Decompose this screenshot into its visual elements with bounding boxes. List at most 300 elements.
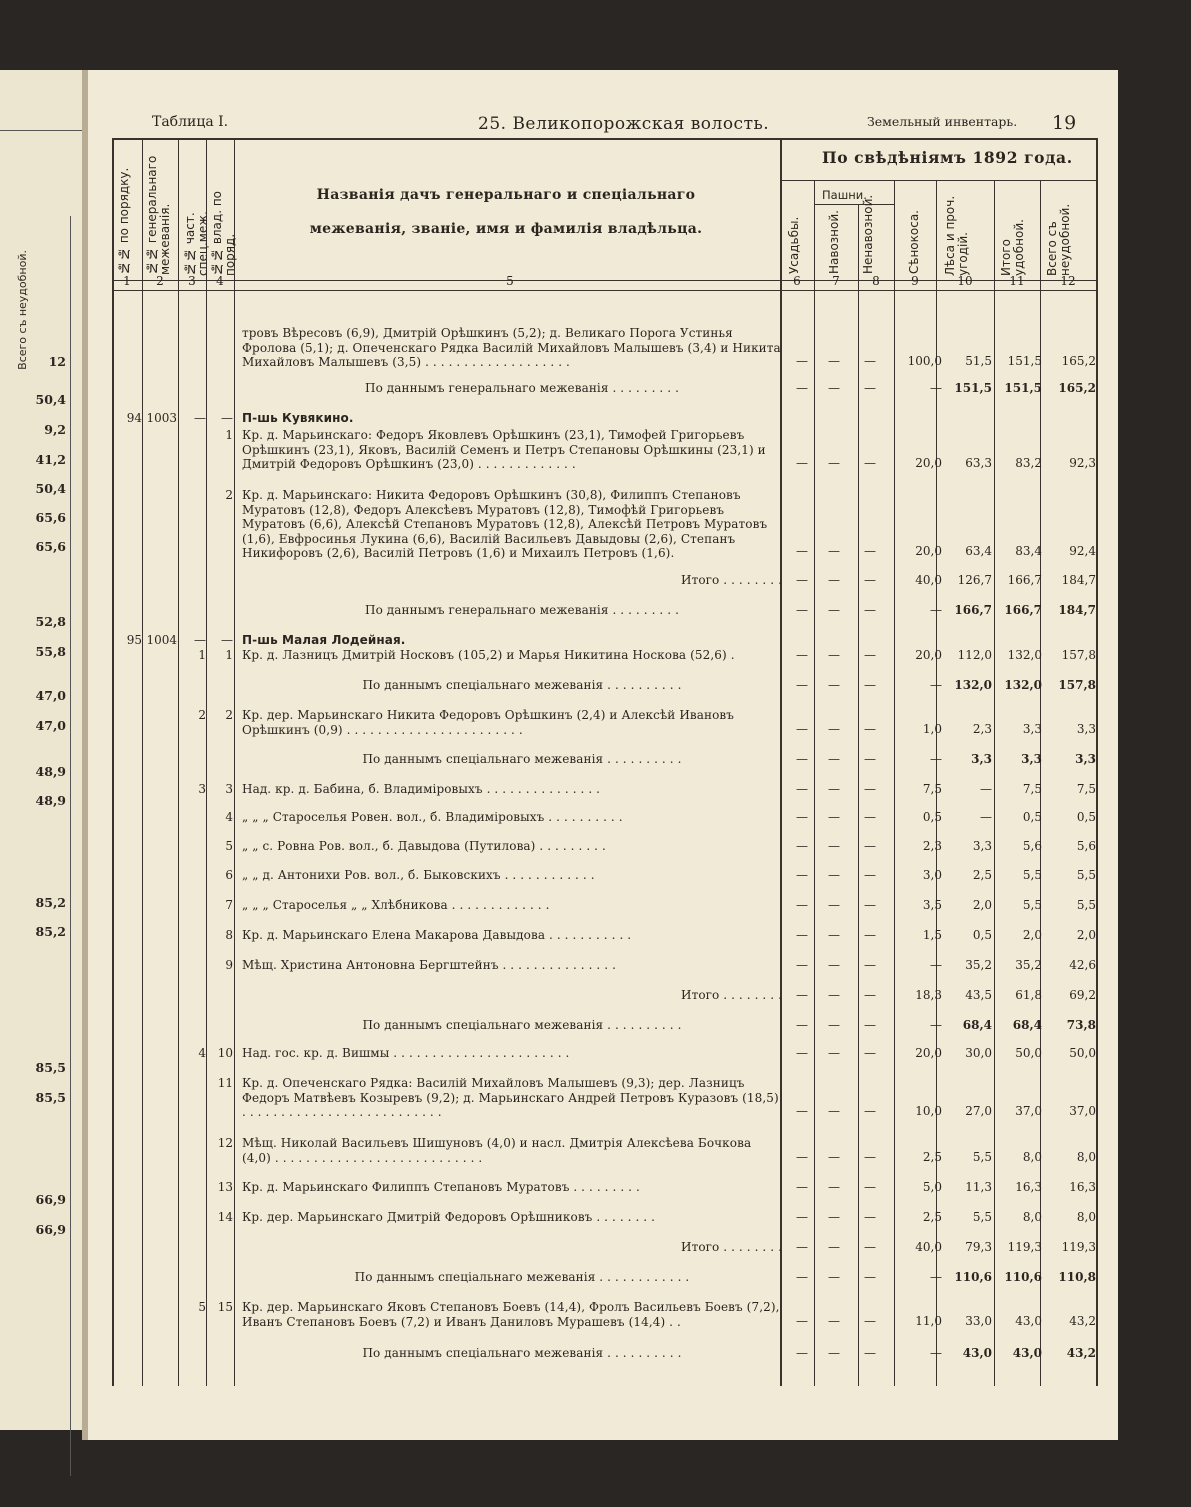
owner-description: „ „ с. Ровна Ров. вол., б. Давыдова (Путилова) . . . . . . . . . — [242, 839, 606, 853]
prev-page-value: 85,5 — [35, 1060, 66, 1075]
row-value-col9: 40,0 — [915, 1240, 942, 1254]
row-value-col11: 8,0 — [1022, 1210, 1042, 1224]
row-value-col6: — — [796, 648, 808, 662]
row-c2-value: 1003 — [146, 411, 177, 425]
row-value-col10: 166,7 — [954, 603, 992, 617]
header-col1: №№ по порядку. — [117, 167, 131, 275]
row-value-col8: — — [864, 1104, 876, 1118]
col-rule-3 — [206, 138, 207, 1386]
header-col12: Всего съ неудобной. — [1045, 203, 1072, 276]
row-value-col12: 92,4 — [1069, 544, 1096, 558]
header-bottom-rule — [112, 280, 1096, 281]
row-c4-value: 13 — [217, 1180, 233, 1194]
estate-title: П-шь Малая Лодейная. — [242, 633, 406, 647]
row-value-col10: 3,3 — [972, 839, 992, 853]
row-c4-value: 6 — [225, 868, 233, 882]
owner-description: Над. кр. д. Бабина, б. Владиміровыхъ . . . . . . . . . . . . . . . — [242, 782, 601, 796]
row-value-col10: 30,0 — [965, 1046, 992, 1060]
row-value-col8: — — [864, 1046, 876, 1060]
row-value-col9: 3,5 — [922, 898, 942, 912]
row-value-col6: — — [796, 1346, 808, 1360]
row-value-col6: — — [796, 1210, 808, 1224]
row-value-col7: — — [828, 381, 840, 395]
row-value-col10: 132,0 — [954, 678, 992, 692]
row-value-col9: 0,5 — [922, 810, 942, 824]
row-value-col12: 3,3 — [1075, 752, 1096, 766]
row-value-col7: — — [828, 1346, 840, 1360]
row-value-col7: — — [828, 354, 840, 368]
row-value-col11: 119,3 — [1007, 1240, 1042, 1254]
row-value-col7: — — [828, 648, 840, 662]
row-value-col10: — — [980, 782, 992, 796]
row-c4-value: 2 — [225, 708, 233, 722]
column-number: 8 — [872, 274, 880, 288]
row-value-col11: 83,2 — [1015, 456, 1042, 470]
row-value-col11: 2,0 — [1022, 928, 1042, 942]
owner-description: Кр. д. Марьинскаго Елена Макарова Давыдова . . . . . . . . . . . — [242, 928, 632, 942]
prev-page-value: 66,9 — [35, 1222, 66, 1237]
row-value-col7: — — [828, 678, 840, 692]
row-c4-value: 9 — [225, 958, 233, 972]
subtotal-label: Итого . . . . . . . . — [681, 1240, 782, 1254]
row-value-col11: 50,0 — [1015, 1046, 1042, 1060]
survey-label: По даннымъ спеціальнаго межеванія . . . . . . . . . . — [362, 1346, 682, 1360]
prev-page-value: 55,8 — [35, 644, 66, 659]
row-c3-value: 1 — [198, 648, 206, 662]
row-value-col10: 5,5 — [972, 1150, 992, 1164]
row-value-col8: — — [864, 722, 876, 736]
row-value-col10: 63,3 — [965, 456, 992, 470]
table-label: Таблица I. — [152, 114, 229, 130]
row-value-col9: — — [930, 603, 942, 617]
row-value-col7: — — [828, 603, 840, 617]
row-value-col8: — — [864, 898, 876, 912]
row-c4-value: 15 — [217, 1300, 233, 1314]
row-value-col10: — — [980, 810, 992, 824]
row-value-col9: — — [930, 752, 942, 766]
survey-label: По даннымъ спеціальнаго межеванія . . . . . . . . . . — [362, 1018, 682, 1032]
row-value-col11: 16,3 — [1015, 1180, 1042, 1194]
col-rule-6 — [814, 180, 815, 1386]
row-value-col9: 1,5 — [922, 928, 942, 942]
row-value-col11: 132,0 — [1004, 678, 1042, 692]
row-value-col11: 37,0 — [1015, 1104, 1042, 1118]
prev-page-value: 50,4 — [35, 481, 66, 496]
owner-description: Кр. дер. Марьинскаго Дмитрій Федоровъ Орѣшниковъ . . . . . . . . — [242, 1210, 656, 1224]
row-value-col9: 20,0 — [915, 648, 942, 662]
prev-page-value: 41,2 — [35, 452, 66, 467]
header-col3: №№ част. спец.меж. — [183, 211, 210, 276]
prev-page-value: 65,6 — [35, 539, 66, 554]
row-c3-value: — — [194, 633, 206, 647]
row-value-col9: 20,0 — [915, 1046, 942, 1060]
row-value-col8: — — [864, 1210, 876, 1224]
owner-description: „ „ „ Староселья „ „ Хлѣбникова . . . . . . . . . . . . . — [242, 898, 550, 912]
column-number: 7 — [832, 274, 840, 288]
row-c4-value: 7 — [225, 898, 233, 912]
row-c4-value: — — [221, 633, 233, 647]
row-value-col12: 42,6 — [1069, 958, 1096, 972]
row-value-col7: — — [828, 544, 840, 558]
row-value-col8: — — [864, 381, 876, 395]
row-value-col6: — — [796, 782, 808, 796]
row-value-col8: — — [864, 354, 876, 368]
row-value-col10: 68,4 — [962, 1018, 992, 1032]
row-c4-value: 12 — [217, 1136, 233, 1150]
row-value-col12: 16,3 — [1069, 1180, 1096, 1194]
pashni-rule — [814, 204, 894, 205]
row-value-col6: — — [796, 752, 808, 766]
row-value-col7: — — [828, 782, 840, 796]
header-col11: Итого удобной. — [999, 219, 1026, 276]
row-value-col6: — — [796, 1314, 808, 1328]
prev-page-value: 50,4 — [35, 392, 66, 407]
header-col5: Названія дачъ генеральнаго и спеціальнаго межеванія, званіе, имя и фамилія владѣльца. — [309, 187, 703, 237]
row-value-col7: — — [828, 752, 840, 766]
row-value-col9: 40,0 — [915, 573, 942, 587]
section-label: Земельный инвентарь. — [867, 114, 1018, 129]
row-value-col8: — — [864, 839, 876, 853]
row-value-col11: 7,5 — [1022, 782, 1042, 796]
row-value-col7: — — [828, 456, 840, 470]
row-value-col6: — — [796, 810, 808, 824]
row-value-col11: 83,4 — [1015, 544, 1042, 558]
row-value-col7: — — [828, 1150, 840, 1164]
page-title: 25. Великопорожская волость. — [478, 114, 770, 134]
row-value-col7: — — [828, 1240, 840, 1254]
row-value-col11: 35,2 — [1015, 958, 1042, 972]
prev-col-num: 12 — [48, 354, 66, 369]
colnum-bottom-rule — [112, 290, 1096, 291]
row-value-col7: — — [828, 1046, 840, 1060]
row-value-col6: — — [796, 544, 808, 558]
row-value-col8: — — [864, 1180, 876, 1194]
row-value-col8: — — [864, 573, 876, 587]
row-value-col6: — — [796, 1046, 808, 1060]
row-value-col9: — — [930, 1018, 942, 1032]
row-value-col8: — — [864, 782, 876, 796]
row-value-col9: 2,3 — [922, 839, 942, 853]
row-value-col8: — — [864, 544, 876, 558]
row-c4-value: 14 — [217, 1210, 233, 1224]
prev-col-header: Всего съ неудобной. — [16, 250, 29, 370]
row-value-col10: 5,5 — [972, 1210, 992, 1224]
column-number: 10 — [957, 274, 973, 288]
row-c1-value: 94 — [126, 411, 142, 425]
row-value-col8: — — [864, 928, 876, 942]
row-value-col6: — — [796, 928, 808, 942]
row-value-col8: — — [864, 1270, 876, 1284]
row-value-col11: 0,5 — [1022, 810, 1042, 824]
row-c4-value: 3 — [225, 782, 233, 796]
row-value-col11: 3,3 — [1021, 752, 1042, 766]
column-number: 5 — [506, 274, 514, 288]
row-value-col12: 3,3 — [1076, 722, 1096, 736]
table-top-rule — [112, 138, 1096, 140]
row-value-col11: 43,0 — [1015, 1314, 1042, 1328]
row-value-col11: 68,4 — [1012, 1018, 1042, 1032]
row-value-col11: 5,5 — [1022, 898, 1042, 912]
owner-description: Кр. д. Лазницъ Дмитрій Носковъ (105,2) и Марья Никитина Носкова (52,6) . — [242, 648, 735, 662]
row-value-col6: — — [796, 678, 808, 692]
prev-page-value: 48,9 — [35, 764, 66, 779]
row-c3-value: 3 — [198, 782, 206, 796]
header-col2: №№ генеральнаго межеванія. — [145, 155, 172, 275]
row-value-col12: 7,5 — [1076, 782, 1096, 796]
row-value-col9: 20,0 — [915, 544, 942, 558]
column-number: 4 — [216, 274, 224, 288]
owner-description: Кр. дер. Марьинскаго Яковъ Степановъ Боевъ (14,4), Фролъ Васильевъ Боевъ (7,2), Иванъ Степановъ Боевъ (7,2) и Иванъ Даниловъ Мурашевъ (14,4) . . — [242, 1300, 780, 1329]
table-right-rule — [1096, 138, 1098, 1386]
row-c3-value: 2 — [198, 708, 206, 722]
row-value-col10: 2,0 — [972, 898, 992, 912]
survey-label: По даннымъ спеціальнаго межеванія . . . . . . . . . . . . — [354, 1270, 690, 1284]
row-value-col10: 51,5 — [965, 354, 992, 368]
row-value-col9: — — [930, 1270, 942, 1284]
row-value-col10: 2,5 — [972, 868, 992, 882]
row-value-col12: 119,3 — [1061, 1240, 1096, 1254]
owner-description: Кр. д. Опеченскаго Рядка: Василій Михайловъ Малышевъ (9,3); дер. Лазницъ Федоръ Матвѣевъ Козыревъ (9,2); д. Марьинскаго Андрей Петровъ Куразовъ (18,5) . . . . . . . . . . . . . . . . . . . . . . . . . . — [242, 1076, 779, 1119]
row-value-col10: 43,5 — [965, 988, 992, 1002]
owner-description: „ „ „ Староселья Ровен. вол., б. Владиміровыхъ . . . . . . . . . . — [242, 810, 623, 824]
row-c4-value: — — [221, 411, 233, 425]
survey-label: По даннымъ генеральнаго межеванія . . . . . . . . . — [365, 603, 679, 617]
row-value-col11: 151,5 — [1007, 354, 1042, 368]
owner-description: Кр. д. Марьинскаго: Никита Федоровъ Орѣшкинъ (30,8), Филиппъ Степановъ Муратовъ (12,8), Федоръ Алексѣевъ Муратовъ (12,8), Тимофѣй Григорьевъ Муратовъ (6,6), Алексѣй Степановъ Муратовъ (12,8), Алексѣй Петровъ Муратовъ (1,6), Евфросинья Лукина (6,6), Василій Васильевъ Давыдовы (2,6), Степанъ Никифоровъ (2,6), Василій Петровъ (1,6) и Михаилъ Петровъ (1,6). — [242, 488, 768, 560]
row-c4-value: 2 — [225, 488, 233, 502]
row-value-col9: 18,3 — [915, 988, 942, 1002]
row-value-col6: — — [796, 722, 808, 736]
row-value-col10: 0,5 — [972, 928, 992, 942]
row-value-col10: 43,0 — [962, 1346, 992, 1360]
row-value-col12: 184,7 — [1061, 573, 1096, 587]
row-value-col6: — — [796, 1018, 808, 1032]
row-value-col9: 10,0 — [915, 1104, 942, 1118]
year-rule — [780, 180, 1096, 181]
row-value-col12: 5,5 — [1076, 868, 1096, 882]
row-c4-value: 8 — [225, 928, 233, 942]
survey-label: По даннымъ спеціальнаго межеванія . . . . . . . . . . — [362, 752, 682, 766]
prev-page-value: 85,5 — [35, 1090, 66, 1105]
owner-description: Кр. д. Марьинскаго: Федоръ Яковлевъ Орѣшкинъ (23,1), Тимофей Григорьевъ Орѣшкинъ (23,1), Яковъ, Василій Семенъ и Петръ Степановы Орѣшкины (23,1) и Дмитрій Федоровъ Орѣшкинъ (23,0) . . . . . . . . . . . . . — [242, 428, 766, 471]
row-value-col9: 5,0 — [922, 1180, 942, 1194]
row-value-col11: 61,8 — [1015, 988, 1042, 1002]
column-number: 6 — [793, 274, 801, 288]
row-value-col6: — — [796, 1240, 808, 1254]
prev-page-value: 66,9 — [35, 1192, 66, 1207]
prev-page-value: 9,2 — [44, 422, 66, 437]
header-col6: Усадьбы. — [787, 216, 801, 274]
row-value-col12: 2,0 — [1076, 928, 1096, 942]
row-value-col7: — — [828, 868, 840, 882]
row-value-col11: 3,3 — [1022, 722, 1042, 736]
row-value-col10: 79,3 — [965, 1240, 992, 1254]
row-value-col6: — — [796, 1270, 808, 1284]
row-value-col11: 5,5 — [1022, 868, 1042, 882]
subtotal-label: Итого . . . . . . . . — [681, 988, 782, 1002]
row-value-col7: — — [828, 958, 840, 972]
row-value-col6: — — [796, 1180, 808, 1194]
prev-page-value: 52,8 — [35, 614, 66, 629]
table-left-rule — [112, 138, 114, 1386]
header-col10: Лѣса и проч. угодій. — [943, 195, 970, 276]
estate-title: П-шь Кувякино. — [242, 411, 354, 425]
row-value-col11: 110,6 — [1004, 1270, 1042, 1284]
row-value-col12: 8,0 — [1076, 1210, 1096, 1224]
row-value-col10: 11,3 — [965, 1180, 992, 1194]
row-value-col7: — — [828, 839, 840, 853]
header-col9: Сѣнокоса. — [907, 210, 921, 274]
row-value-col11: 166,7 — [1007, 573, 1042, 587]
row-value-col12: 165,2 — [1061, 354, 1096, 368]
row-c3-value: — — [194, 411, 206, 425]
prev-page-value: 48,9 — [35, 793, 66, 808]
row-value-col7: — — [828, 722, 840, 736]
row-value-col11: 151,5 — [1004, 381, 1042, 395]
row-value-col9: 2,5 — [922, 1210, 942, 1224]
row-value-col12: 8,0 — [1076, 1150, 1096, 1164]
row-value-col8: — — [864, 678, 876, 692]
row-value-col12: 50,0 — [1069, 1046, 1096, 1060]
row-c4-value: 4 — [225, 810, 233, 824]
row-value-col10: 110,6 — [954, 1270, 992, 1284]
row-value-col6: — — [796, 1104, 808, 1118]
row-value-col8: — — [864, 456, 876, 470]
row-value-col12: 165,2 — [1058, 381, 1096, 395]
row-value-col9: 20,0 — [915, 456, 942, 470]
row-value-col12: 92,3 — [1069, 456, 1096, 470]
row-value-col8: — — [864, 1314, 876, 1328]
row-value-col9: — — [930, 958, 942, 972]
row-c4-value: 10 — [217, 1046, 233, 1060]
row-value-col12: 43,2 — [1069, 1314, 1096, 1328]
row-value-col11: 166,7 — [1004, 603, 1042, 617]
row-value-col7: — — [828, 928, 840, 942]
column-number: 2 — [156, 274, 164, 288]
survey-label: По даннымъ спеціальнаго межеванія . . . . . . . . . . — [362, 678, 682, 692]
row-value-col9: — — [930, 381, 942, 395]
row-value-col11: 132,0 — [1007, 648, 1042, 662]
row-value-col12: 5,5 — [1076, 898, 1096, 912]
row-value-col6: — — [796, 958, 808, 972]
row-c4-value: 1 — [225, 648, 233, 662]
row-value-col8: — — [864, 868, 876, 882]
row-value-col8: — — [864, 958, 876, 972]
row-value-col8: — — [864, 648, 876, 662]
row-value-col12: 157,8 — [1061, 648, 1096, 662]
col-rule-2 — [178, 138, 179, 1386]
row-value-col6: — — [796, 868, 808, 882]
row-value-col6: — — [796, 1150, 808, 1164]
row-value-col10: 3,3 — [971, 752, 992, 766]
row-value-col6: — — [796, 988, 808, 1002]
row-value-col9: 1,0 — [922, 722, 942, 736]
row-value-col6: — — [796, 381, 808, 395]
row-value-col6: — — [796, 456, 808, 470]
row-value-col8: — — [864, 988, 876, 1002]
row-value-col12: 184,7 — [1058, 603, 1096, 617]
owner-description: тровъ Вѣресовъ (6,9), Дмитрій Орѣшкинъ (5,2); д. Великаго Порога Устинья Фролова (5,1); д. Опеченскаго Рядка Василій Михайловъ Малышевъ (3,4) и Никита Михайловъ Малышевъ (3,5) . . . . . . . . . . . . . . . . . . . — [242, 326, 781, 369]
row-c4-value: 1 — [225, 428, 233, 442]
row-value-col7: — — [828, 1210, 840, 1224]
row-value-col7: — — [828, 810, 840, 824]
row-value-col8: — — [864, 603, 876, 617]
prev-page-value: 47,0 — [35, 718, 66, 733]
row-c3-value: 5 — [198, 1300, 206, 1314]
page-number: 19 — [1052, 112, 1077, 134]
row-value-col10: 63,4 — [965, 544, 992, 558]
row-value-col11: 8,0 — [1022, 1150, 1042, 1164]
owner-description: Кр. д. Марьинскаго Филиппъ Степановъ Муратовъ . . . . . . . . . — [242, 1180, 640, 1194]
row-value-col10: 151,5 — [954, 381, 992, 395]
col-rule-4 — [234, 138, 235, 1386]
subtotal-label: Итого . . . . . . . . — [681, 573, 782, 587]
header-col7: Навозной. — [827, 210, 841, 274]
row-value-col10: 126,7 — [957, 573, 992, 587]
row-value-col7: — — [828, 1018, 840, 1032]
row-value-col12: 73,8 — [1066, 1018, 1096, 1032]
row-value-col11: 43,0 — [1012, 1346, 1042, 1360]
row-value-col9: 100,0 — [907, 354, 942, 368]
column-number: 1 — [123, 274, 131, 288]
row-value-col6: — — [796, 898, 808, 912]
prev-page-value: 47,0 — [35, 688, 66, 703]
row-value-col9: 11,0 — [915, 1314, 942, 1328]
col-rule-1 — [142, 138, 143, 1386]
row-value-col9: 2,5 — [922, 1150, 942, 1164]
row-value-col8: — — [864, 752, 876, 766]
owner-description: „ „ д. Антонихи Ров. вол., б. Быковскихъ . . . . . . . . . . . . — [242, 868, 595, 882]
row-value-col9: 7,5 — [922, 782, 942, 796]
row-value-col9: 3,0 — [922, 868, 942, 882]
row-value-col10: 112,0 — [957, 648, 992, 662]
row-value-col11: 5,6 — [1022, 839, 1042, 853]
row-value-col6: — — [796, 603, 808, 617]
row-value-col7: — — [828, 988, 840, 1002]
row-value-col7: — — [828, 1104, 840, 1118]
row-value-col10: 27,0 — [965, 1104, 992, 1118]
column-number: 3 — [188, 274, 196, 288]
owner-description: Кр. дер. Марьинскаго Никита Федоровъ Орѣшкинъ (2,4) и Алексѣй Ивановъ Орѣшкинъ (0,9) . . . . . . . . . . . . . . . . . . . . . . . — [242, 708, 735, 737]
header-col8: Ненавозной. — [861, 194, 875, 274]
column-number: 9 — [911, 274, 919, 288]
row-value-col10: 33,0 — [965, 1314, 992, 1328]
row-c3-value: 4 — [198, 1046, 206, 1060]
row-c4-value: 11 — [217, 1076, 233, 1090]
row-value-col7: — — [828, 1270, 840, 1284]
owner-description: Мѣщ. Христина Антоновна Бергштейнъ . . . . . . . . . . . . . . . — [242, 958, 616, 972]
prev-page-value: 85,2 — [35, 924, 66, 939]
row-value-col12: 157,8 — [1058, 678, 1096, 692]
row-value-col8: — — [864, 1018, 876, 1032]
row-value-col9: — — [930, 1346, 942, 1360]
row-value-col6: — — [796, 839, 808, 853]
prev-page-value: 85,2 — [35, 895, 66, 910]
row-value-col8: — — [864, 1346, 876, 1360]
row-value-col8: — — [864, 810, 876, 824]
row-value-col12: 110,8 — [1058, 1270, 1096, 1284]
header-pashni: Пашни. — [822, 188, 867, 202]
row-c4-value: 5 — [225, 839, 233, 853]
row-c1-value: 95 — [126, 633, 142, 647]
row-value-col10: 35,2 — [965, 958, 992, 972]
column-number: 11 — [1009, 274, 1025, 288]
row-value-col7: — — [828, 898, 840, 912]
row-c2-value: 1004 — [146, 633, 177, 647]
row-value-col7: — — [828, 1314, 840, 1328]
header-col4: №№ влад. по поряд. — [210, 190, 237, 276]
previous-page-edge — [0, 70, 82, 1430]
